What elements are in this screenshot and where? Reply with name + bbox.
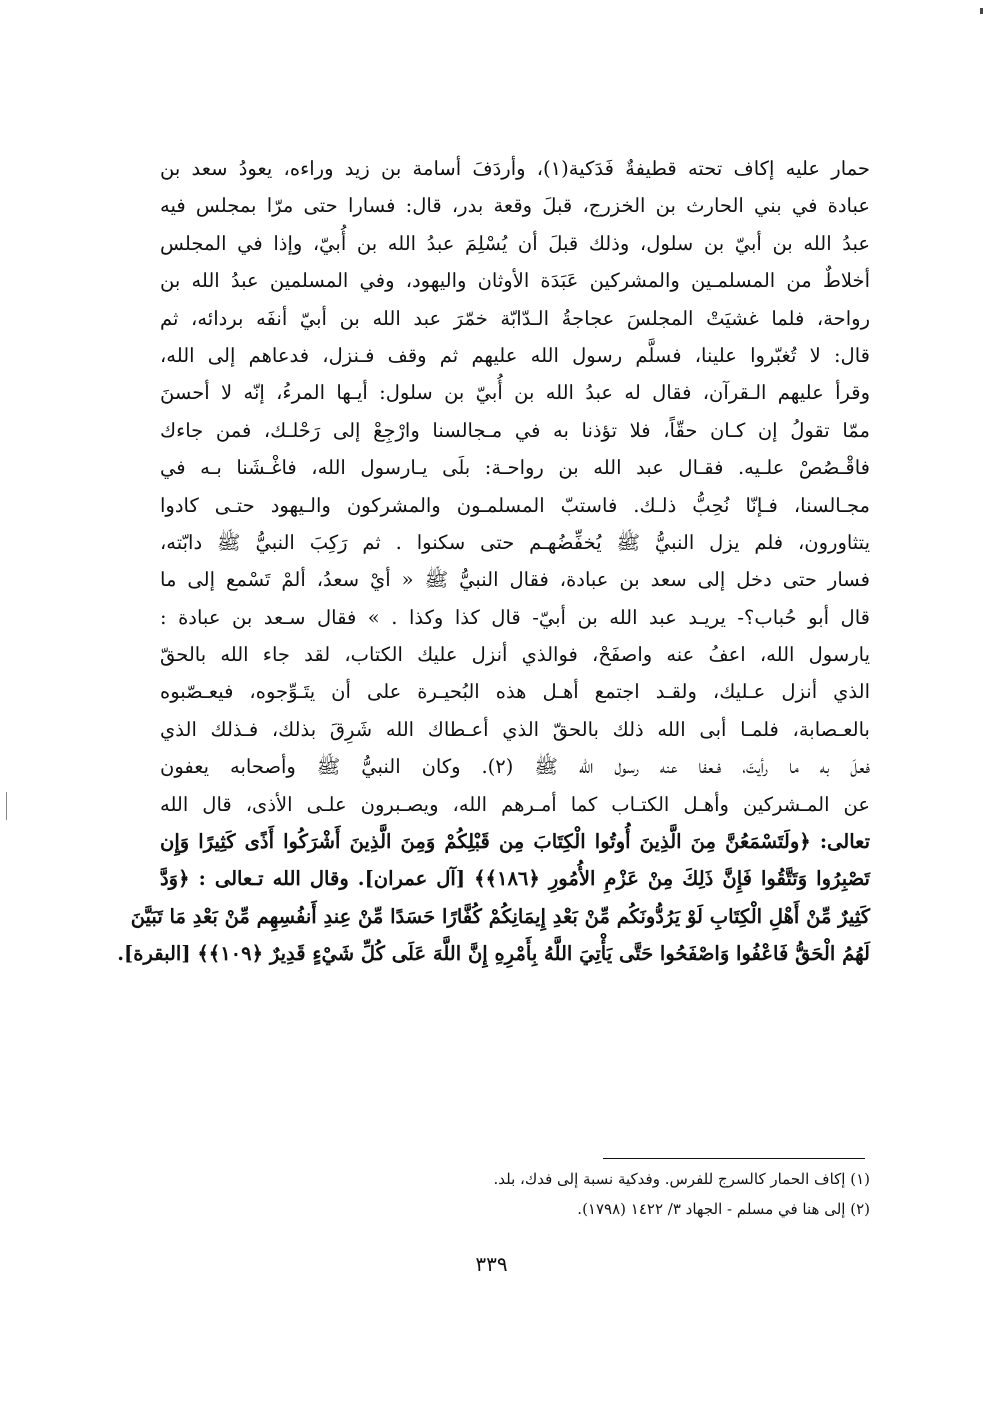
text-line: عبادة في بني الحارث بن الخزرج، قبلَ وقعة بدر، قال: فسارا حتى مرّا بمجلس فيه: [160, 194, 870, 218]
quran-verse-line: تعالى: ﴿ولَتَسْمَعُنَّ مِنَ الَّذِينَ أُوتُوا الْكِتَابَ مِن قَبْلِكُمْ وَمِنَ الَّذِينَ أَشْرَكُوا أَذًى كَثِيرًا وَإِن: [160, 830, 870, 854]
scan-margin-mark: [6, 792, 7, 820]
footnote: (١) إكاف الحمار كالسرج للفرس. وفدكية نسبة إلى فدك، بلد.: [493, 1170, 870, 1188]
text-line: يارسول الله، اعفُ عنه واصفَحْ، فوالذي أنزل عليك الكتاب، لقد جاء الله بالحقّ: [160, 643, 870, 667]
text-line: ممّا تقولُ إن كـان حقّاً، فلا تؤذنا به في مـجالسنا وارْجِعْ إلى رَحْلـك، فمن جاءك: [160, 418, 870, 442]
text-line: عبدُ الله بن أبيّ بن سلول، وذلك قبلَ أن يُسْلِمَ عبدُ الله بن أُبيّ، وإذا في المجلس: [160, 231, 870, 255]
text-line: فعلَ به ما رأيتَ، فـعفا عنه رسول الله ﷺ (٢). وكان النبيُّ ﷺ وأصحابه يعفون: [160, 755, 871, 779]
footnote-separator: [603, 1158, 865, 1159]
text-line: فسار حتى دخل إلى سعد بن عبادة، فقال النبيُّ ﷺ « أيْ سعدُ، ألمْ تَسْمع إلى ما: [160, 568, 870, 592]
text-line: مجـالسنا، فـإنّا نُحِبُّ ذلـك. فاستبّ المسلمـون والمشركون والـيهود حتـى كادوا: [160, 493, 870, 517]
footnote: (٢) إلى هنا في مسلم - الجهاد ٣/ ١٤٢٢ (١٧٩٨).: [577, 1200, 870, 1218]
page-number: ٣٣٩: [475, 1252, 508, 1276]
text-line: قال أبو حُباب؟- يريـد عبد الله بن أبيّ- قال كذا وكذا . » فقال سـعد بن عبادة :: [160, 605, 870, 629]
main-text-block: [117, 150, 871, 973]
quran-verse-line: كَثِيرٌ مِّنْ أَهْلِ الْكِتَابِ لَوْ يَرُدُّونَكُم مِّنْ بَعْدِ إِيمَانِكُمْ كُفَّارًا حَسَدًا مِّنْ عِندِ أَنفُسِهِم مِّنْ بَعْدِ مَا تَبَيَّنَ: [130, 904, 870, 928]
text-line: حمار عليه إكاف تحته قطيفةٌ فَدَكية(١)، وأردَفَ أسامة بن زيد وراءه، يعودُ سعد بن: [160, 157, 870, 180]
text-line: قال: لا تُغبّروا علينا، فسلَّم رسول الله عليهم ثم وقف فـنزل، فدعاهم إلى الله،: [160, 343, 870, 367]
text-line: الذي أنزل عـليك، ولقـد اجتمع أهـل هذه البُحيـرة على أن يتَـوِّجوه، فيعـصّبوه: [160, 680, 870, 704]
text-line: وقرأ عليهم الـقرآن، فقال له عبدُ الله بن أُبيّ بن سلول: أيـها المرءُ، إنّه لا أحسنَ: [160, 381, 870, 405]
quran-verse-line: تَصْبِرُوا وَتَتَّقُوا فَإِنَّ ذَلِكَ مِنْ عَزْمِ الأُمُورِ ﴿١٨٦﴾﴾ [آل عمران]. وقال الله تـعالى : ﴿وَدَّ: [160, 867, 870, 891]
text-line: عن المـشركين وأهـل الكتـاب كما أمـرهم الله، ويصـبرون علـى الأذى، قال الله: [160, 792, 870, 816]
footnotes-block: [160, 1164, 870, 1224]
text-line: بالعـصابة، فلمـا أبى الله ذلك بالحقّ الذي أعـطاك الله شَرِقَ بذلك، فـذلك الذي: [160, 717, 870, 741]
quran-verse-line: لَهُمُ الْحَقُّ فَاعْفُوا وَاصْفَحُوا حَتَّى يَأْتِيَ اللَّهُ بِأَمْرِهِ إِنَّ اللَّهَ عَلَى كُلِّ شَيْءٍ قَدِيرٌ ﴿١٠٩﴾﴾ [البقرة].: [117, 942, 870, 966]
text-line: أخلاطٌ من المسلمـين والمشركين عَبَدَة الأوثان واليهود، وفي المسلمين عبدُ الله بن: [160, 269, 870, 293]
text-line: رواحة، فلما غشيَتْ المجلسَ عجاجةُ الـدّابّة خمّرَ عبد الله بن أبيّ أنفَه بردائه، ثم: [160, 306, 870, 330]
text-line: فاقْـصُصْ علـيه. فقـال عبد الله بن رواحـة: بلَى يـارسول الله، فاغْـشَنا بـه في: [160, 456, 870, 480]
text-line: يتثاورون، فلم يزل النبيُّ ﷺ يُخفِّضُهـم حتى سكنوا . ثم رَكِبَ النبيُّ ﷺ دابّته،: [160, 530, 870, 554]
